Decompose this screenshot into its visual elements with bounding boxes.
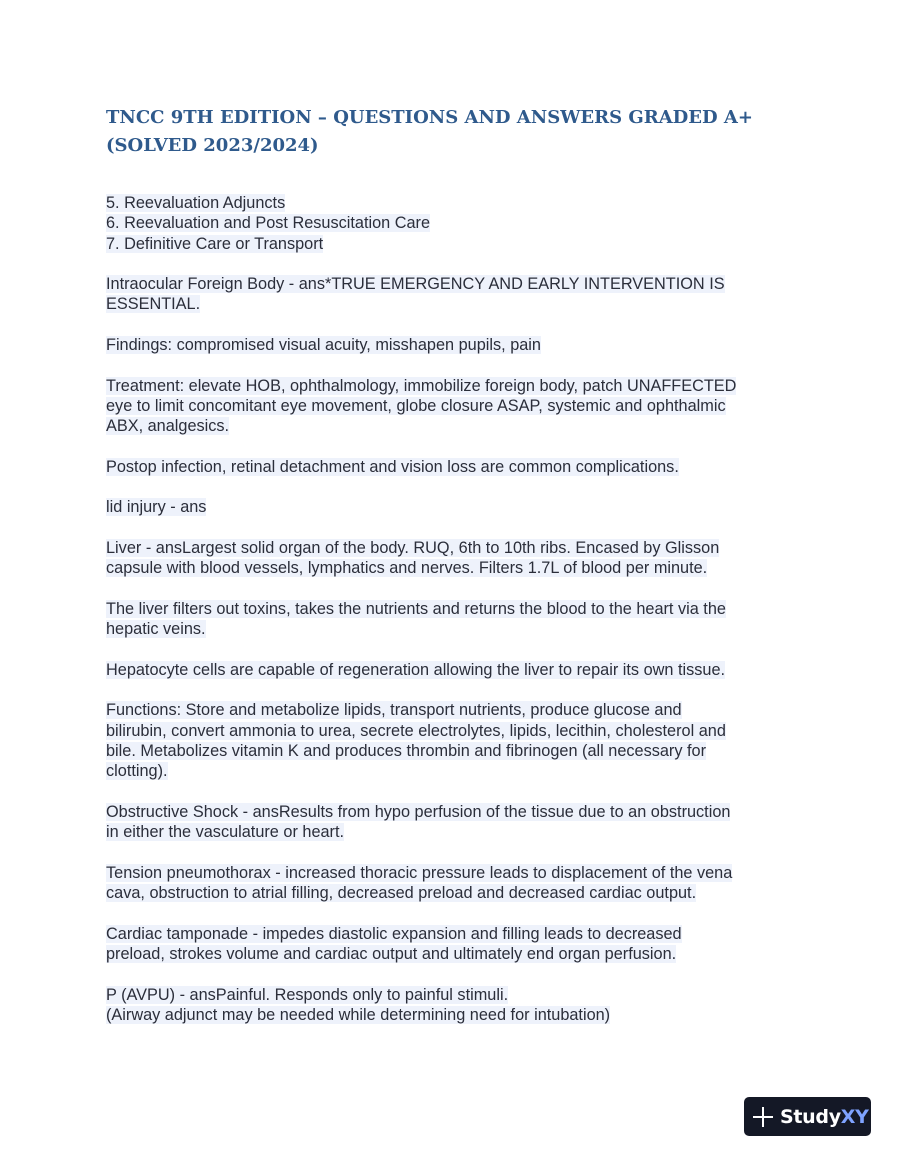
text-line	[106, 822, 806, 842]
paragraph	[106, 802, 806, 843]
text-line-content: preload, strokes volume and cardiac output and ultimately end organ perfusion.	[106, 944, 677, 963]
paragraph	[106, 599, 806, 640]
plus-icon	[753, 1107, 773, 1127]
text-line	[106, 924, 806, 944]
document-body	[106, 193, 806, 1045]
text-line	[106, 761, 806, 781]
text-line-content: 7. Definitive Care or Transport	[106, 234, 324, 253]
text-line	[106, 700, 806, 720]
text-line	[106, 213, 806, 233]
brand-main: Study	[780, 1105, 841, 1128]
text-line-content: lid injury - ans	[106, 498, 207, 517]
text-line-content: hepatic veins.	[106, 620, 206, 639]
studyxy-badge[interactable]	[744, 1097, 871, 1136]
text-line	[106, 558, 806, 578]
paragraph	[106, 335, 806, 355]
text-line-content: bilirubin, convert ammonia to urea, secrete electrolytes, lipids, lecithin, cholesterol and	[106, 721, 726, 740]
text-line-content: Findings: compromised visual acuity, misshapen pupils, pain	[106, 336, 541, 355]
paragraph	[106, 863, 806, 904]
paragraph	[106, 538, 806, 579]
text-line-content: Hepatocyte cells are capable of regeneration allowing the liver to repair its own tissue.	[106, 660, 726, 679]
text-line	[106, 234, 806, 254]
text-line-content: Functions: Store and metabolize lipids, transport nutrients, produce glucose and	[106, 701, 682, 720]
text-line-content: 6. Reevaluation and Post Resuscitation Care	[106, 214, 431, 233]
text-line-content: Treatment: elevate HOB, ophthalmology, immobilize foreign body, patch UNAFFECTED	[106, 376, 737, 395]
text-line-content: Obstructive Shock - ansResults from hypo perfusion of the tissue due to an obstruction	[106, 802, 731, 821]
text-line	[106, 883, 806, 903]
text-line	[106, 944, 806, 964]
paragraph	[106, 497, 806, 517]
text-line-content: capsule with blood vessels, lymphatics and nerves. Filters 1.7L of blood per minute.	[106, 559, 708, 578]
text-line-content: P (AVPU) - ansPainful. Responds only to painful stimuli.	[106, 985, 509, 1004]
paragraph	[106, 376, 806, 437]
text-line-content: 5. Reevaluation Adjuncts	[106, 194, 286, 212]
text-line	[106, 660, 806, 680]
text-line-content: The liver filters out toxins, takes the nutrients and returns the blood to the heart via the	[106, 599, 726, 618]
paragraph	[106, 660, 806, 680]
text-line	[106, 376, 806, 396]
text-line	[106, 741, 806, 761]
text-line	[106, 1005, 806, 1025]
text-line-content: ESSENTIAL.	[106, 295, 201, 314]
text-line	[106, 396, 806, 416]
studyxy-logo-text	[780, 1106, 869, 1128]
text-line-content: bile. Metabolizes vitamin K and produces thrombin and fibrinogen (all necessary for	[106, 742, 707, 761]
text-line-content: ABX, analgesics.	[106, 417, 230, 436]
text-line-content: Cardiac tamponade - impedes diastolic expansion and filling leads to decreased	[106, 924, 682, 943]
text-line	[106, 985, 806, 1005]
text-line	[106, 497, 806, 517]
text-line-content: Liver - ansLargest solid organ of the body. RUQ, 6th to 10th ribs. Encased by Glisson	[106, 539, 720, 558]
text-line	[106, 863, 806, 883]
text-line-content: Postop infection, retinal detachment and vision loss are common complications.	[106, 457, 679, 476]
text-line	[106, 457, 806, 477]
text-line-content: in either the vasculature or heart.	[106, 823, 345, 842]
brand-accent: XY	[840, 1105, 869, 1128]
text-line	[106, 538, 806, 558]
text-line	[106, 335, 806, 355]
paragraph	[106, 985, 806, 1026]
document-title: TNCC 9TH EDITION – QUESTIONS AND ANSWERS GRADED A+ (SOLVED 2023/2024)	[106, 107, 753, 156]
text-line-content: Tension pneumothorax - increased thoracic pressure leads to displacement of the vena	[106, 863, 733, 882]
text-line-content: Intraocular Foreign Body - ans*TRUE EMERGENCY AND EARLY INTERVENTION IS	[106, 275, 725, 294]
paragraph	[106, 457, 806, 477]
text-line	[106, 193, 806, 213]
text-line	[106, 599, 806, 619]
text-line	[106, 294, 806, 314]
text-line	[106, 619, 806, 639]
text-line-content: eye to limit concomitant eye movement, globe closure ASAP, systemic and ophthalmic	[106, 396, 726, 415]
paragraph	[106, 193, 806, 254]
text-line	[106, 416, 806, 436]
text-line-content: cava, obstruction to atrial filling, decreased preload and decreased cardiac output.	[106, 884, 697, 903]
text-line	[106, 721, 806, 741]
text-line-content: clotting).	[106, 762, 168, 781]
text-line	[106, 802, 806, 822]
paragraph	[106, 274, 806, 315]
text-line-content: (Airway adjunct may be needed while determining need for intubation)	[106, 1005, 611, 1024]
text-line	[106, 274, 806, 294]
paragraph	[106, 700, 806, 781]
paragraph	[106, 924, 806, 965]
